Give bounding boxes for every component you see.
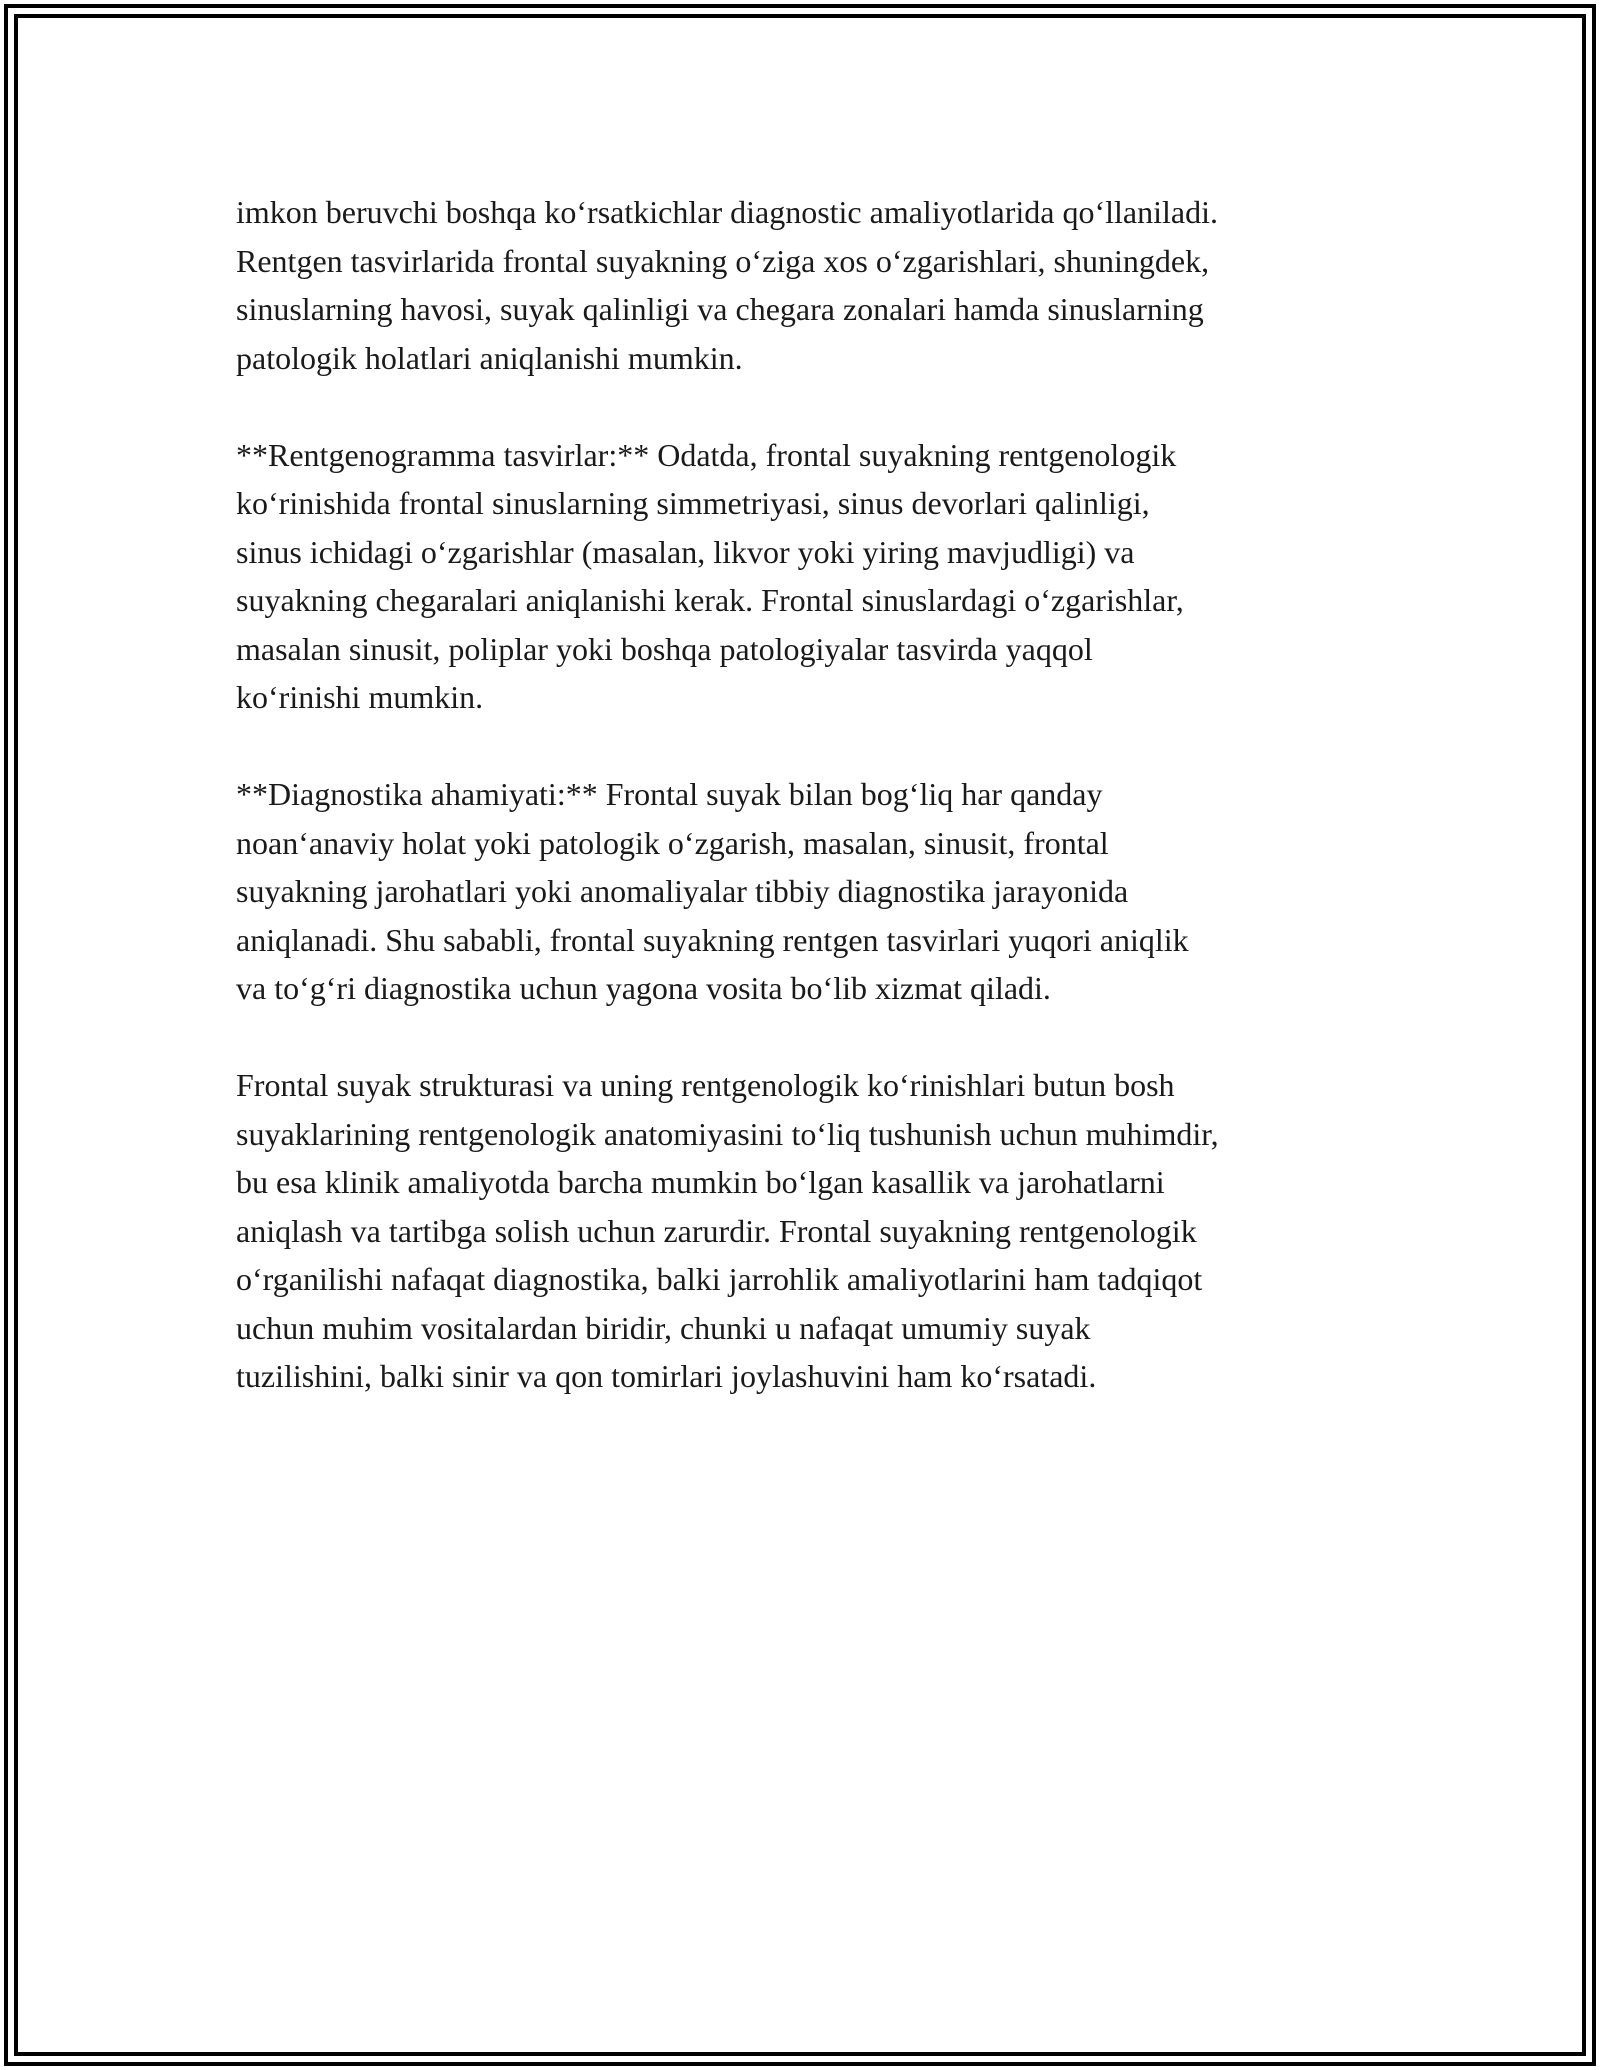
paragraph-radiograph-images: **Rentgenogramma tasvirlar:** Odatda, frontal suyakning rentgenologik koʻrinishida frontal sinuslarning simmetriyasi, sinus devorlari qalinligi, sinus ichidagi oʻzgarishlar (masalan, likvor yoki yiring mavjudligi) va suyakning chegaralari aniqlanishi kerak. Frontal sinuslardagi oʻzgarishlar, masalan sinusit, poliplar yoki boshqa patologiyalar tasvirda yaqqol koʻrinishi mumkin. <box>236 436 1184 715</box>
paragraph-conclusion: Frontal suyak strukturasi va uning rentgenologik koʻrinishlari butun bosh suyaklarining rentgenologik anatomiyasini toʻliq tushunish uchun muhimdir, bu esa klinik amaliyotda barcha mumkin boʻlgan kasallik va jarohatlarni aniqlash va tartibga solish uchun zarurdir. Frontal suyakning rentgenologik oʻrganilishi nafaqat diagnostika, balki jarrohlik amaliyotlarini ham tadqiqot uchun muhim vositalardan biridir, chunki u nafaqat umumiy suyak tuzilishini, balki sinir va qon tomirlari joylashuvini ham koʻrsatadi. <box>236 1067 1219 1394</box>
paragraph-diagnostic-importance: **Diagnostika ahamiyati:** Frontal suyak bilan bogʻliq har qanday noanʻanaviy holat yoki patologik oʻzgarish, masalan, sinusit, frontal suyakning jarohatlari yoki anomaliyalar tibbiy diagnostika jarayonida aniqlanadi. Shu sababli, frontal suyakning rentgen tasvirlari yuqori aniqlik va toʻgʻri diagnostika uchun yagona vosita boʻlib xizmat qiladi. <box>236 776 1189 1006</box>
paragraph-intro: imkon beruvchi boshqa koʻrsatkichlar diagnostic amaliyotlarida qoʻllaniladi. Rentgen tasvirlarida frontal suyakning oʻziga xos oʻzgarishlari, shuningdek, sinuslarning havosi, suyak qalinligi va chegara zonalari hamda sinuslarning patologik holatlari aniqlanishi mumkin. <box>236 194 1218 376</box>
document-body <box>236 188 1376 1449</box>
